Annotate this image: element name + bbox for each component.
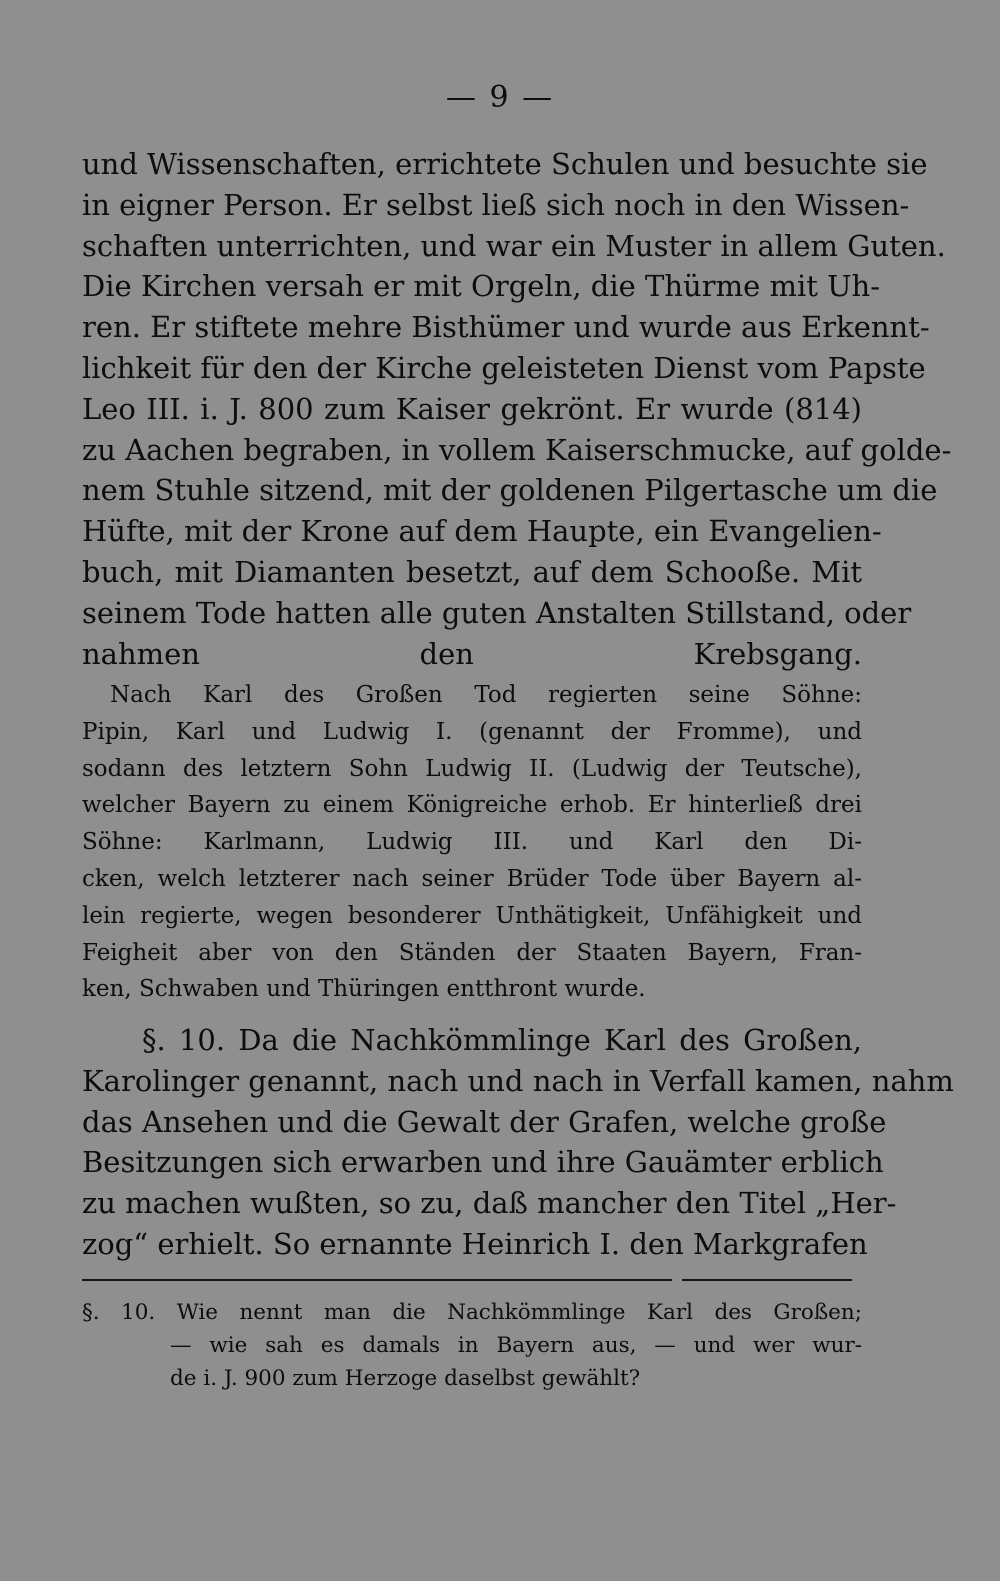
text-line: welcher Bayern zu einem Königreiche erhob. Er hinterließ drei xyxy=(82,792,862,819)
text-line: zu Aachen begraben, in vollem Kaiserschmucke, auf golde- xyxy=(82,432,952,467)
text-line: lein regierte, wegen besonderer Unthätigkeit, Unfähigkeit und xyxy=(82,902,862,929)
text-line: zu machen wußten, so zu, daß mancher den Titel „Her- xyxy=(82,1186,897,1221)
text-line: das Ansehen und die Gewalt der Grafen, welche große xyxy=(82,1104,887,1139)
text-line: Feigheit aber von den Ständen der Staaten Bayern, Fran- xyxy=(82,939,862,966)
footnote-question xyxy=(82,1296,862,1395)
footnote-rule xyxy=(682,1279,852,1281)
text-line: §. 10. Da die Nachkömmlinge Karl des Großen, xyxy=(142,1023,862,1057)
main-paragraph xyxy=(82,144,952,715)
text-line: in eigner Person. Er selbst ließ sich noch in den Wissen- xyxy=(82,187,910,222)
text-line: lichkeit für den der Kirche geleisteten Dienst vom Papste xyxy=(82,350,926,385)
text-line: — wie sah es damals in Bayern aus, — und wer wur- xyxy=(170,1333,862,1358)
text-line: ken, Schwaben und Thüringen entthront wurde. xyxy=(82,976,646,1003)
text-line: buch, mit Diamanten besetzt, auf dem Schooße. Mit xyxy=(82,554,862,589)
text-line: nahmen den Krebsgang. xyxy=(82,636,862,671)
text-line: Hüfte, mit der Krone auf dem Haupte, ein Evangelien- xyxy=(82,514,882,549)
page-number: — 9 — xyxy=(445,80,555,115)
text-line: Karolinger genannt, nach und nach in Verfall kamen, nahm xyxy=(82,1063,954,1098)
text-line: Söhne: Karlmann, Ludwig III. und Karl den Di- xyxy=(82,829,862,856)
text-line: §. 10. Wie nennt man die Nachkömmlinge Karl des Großen; xyxy=(82,1300,862,1325)
text-line: Pipin, Karl und Ludwig I. (genannt der Fromme), und xyxy=(82,718,862,745)
text-line: seinem Tode hatten alle guten Anstalten Stillstand, oder xyxy=(82,595,912,630)
small-print-paragraph xyxy=(82,677,862,1008)
text-line: und Wissenschaften, errichtete Schulen und besuchte sie xyxy=(82,147,928,181)
text-line: nem Stuhle sitzend, mit der goldenen Pilgertasche um die xyxy=(82,473,938,508)
section-10-paragraph xyxy=(82,1020,954,1265)
text-line: Leo III. i. J. 800 zum Kaiser gekrönt. Er wurde (814) xyxy=(82,391,862,426)
text-line: cken, welch letzterer nach seiner Brüder Tode über Bayern al- xyxy=(82,865,862,892)
text-line: ren. Er stiftete mehre Bisthümer und wurde aus Erkennt- xyxy=(82,310,930,345)
text-line: Die Kirchen versah er mit Orgeln, die Thürme mit Uh- xyxy=(82,269,881,304)
text-line: schaften unterrichten, und war ein Muster in allem Guten. xyxy=(82,228,946,263)
text-line: sodann des letztern Sohn Ludwig II. (Ludwig der Teutsche), xyxy=(82,755,862,782)
text-line: Besitzungen sich erwarben und ihre Gauämter erblich xyxy=(82,1145,884,1180)
text-line: zog“ erhielt. So ernannte Heinrich I. den Markgrafen xyxy=(82,1226,868,1261)
text-line: Nach Karl des Großen Tod regierten seine Söhne: xyxy=(110,682,862,708)
text-line: de i. J. 900 zum Herzoge daselbst gewählt? xyxy=(170,1366,641,1391)
footnote-rule xyxy=(82,1279,672,1281)
